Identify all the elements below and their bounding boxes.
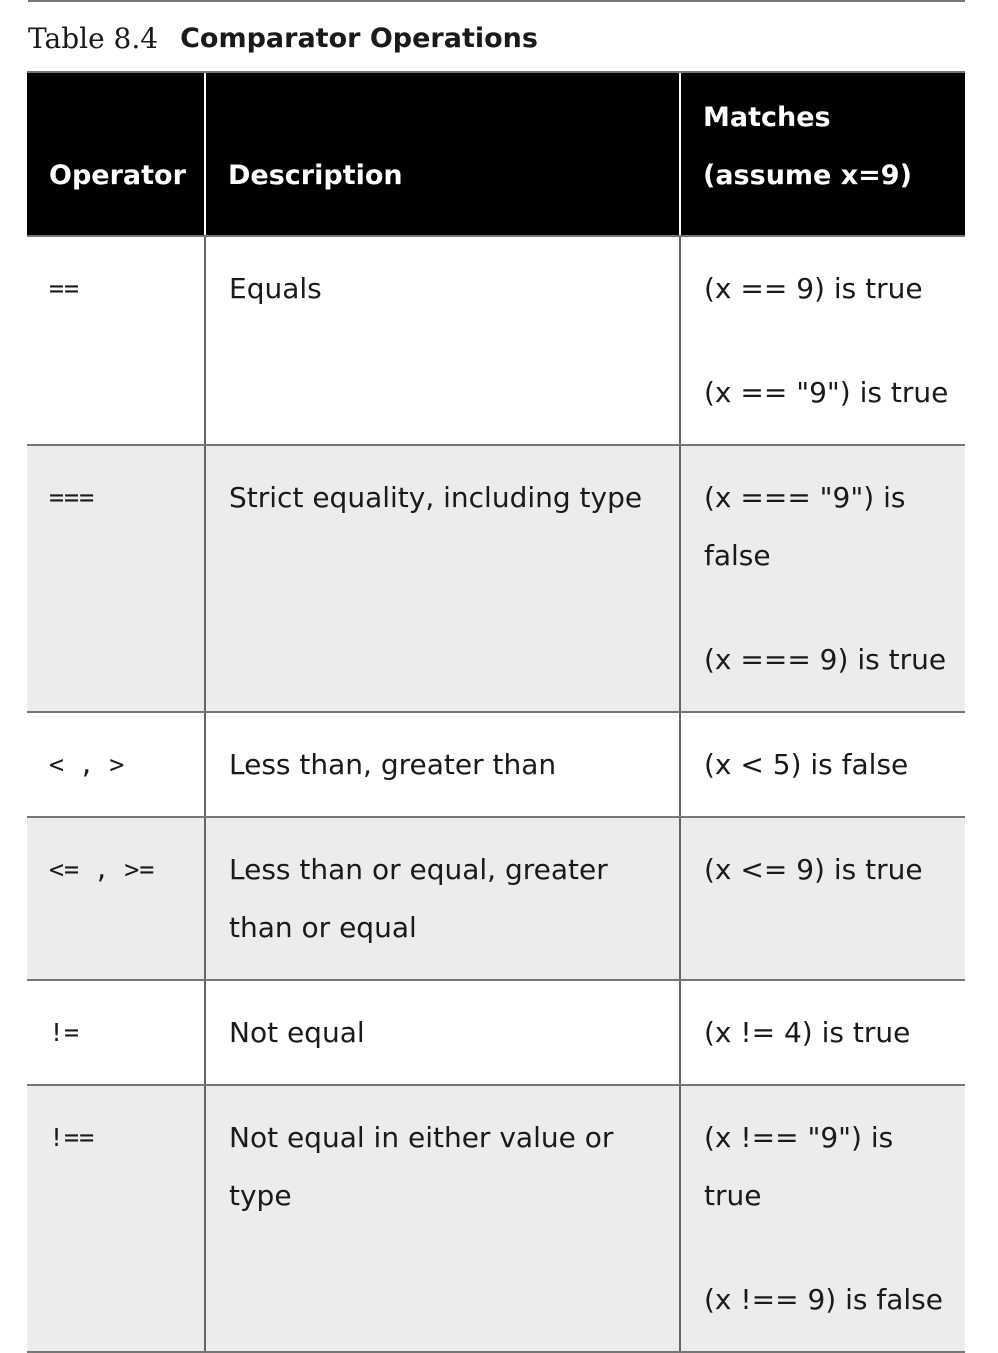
- match-example: (x === 9) is true: [704, 643, 947, 676]
- match-example: (x < 5) is false: [704, 748, 909, 781]
- table-row: [27, 712, 965, 817]
- table-title: Comparator Operations: [180, 22, 538, 54]
- operator-cell: ===: [27, 445, 205, 712]
- table-row: [27, 236, 965, 445]
- header-matches-line1: Matches: [703, 102, 831, 133]
- table-caption: [28, 16, 538, 60]
- description-cell: Strict equality, including type: [205, 445, 680, 712]
- table-row: [27, 980, 965, 1085]
- header-matches-line2: (assume x=9): [703, 160, 912, 191]
- match-example: (x !== 9) is false: [704, 1283, 943, 1316]
- matches-cell: [680, 980, 965, 1085]
- matches-cell: [680, 445, 965, 712]
- table-number: Table 8.4: [28, 21, 159, 55]
- operator-cell: !==: [27, 1085, 205, 1352]
- matches-cell: [680, 236, 965, 445]
- header-matches: [680, 72, 965, 236]
- matches-cell: [680, 712, 965, 817]
- matches-cell: [680, 1085, 965, 1352]
- matches-cell: [680, 817, 965, 980]
- match-example: (x !== "9") is true: [704, 1121, 894, 1212]
- top-rule: [28, 0, 965, 2]
- comparator-table: [27, 71, 965, 1353]
- match-example: (x === "9") is false: [704, 481, 906, 572]
- match-example: (x == "9") is true: [704, 376, 949, 409]
- match-example: (x <= 9) is true: [704, 853, 923, 886]
- header-description: Description: [205, 72, 680, 236]
- description-cell: Less than or equal, greater than or equal: [205, 817, 680, 980]
- operator-cell: < , >: [27, 712, 205, 817]
- description-cell: Not equal in either value or type: [205, 1085, 680, 1352]
- operator-cell: !=: [27, 980, 205, 1085]
- table-row: [27, 1085, 965, 1352]
- operator-cell: <= , >=: [27, 817, 205, 980]
- description-cell: Equals: [205, 236, 680, 445]
- header-operator: Operator: [27, 72, 205, 236]
- header-row: [27, 72, 965, 236]
- description-cell: Less than, greater than: [205, 712, 680, 817]
- match-example: (x == 9) is true: [704, 272, 923, 305]
- table-row: [27, 817, 965, 980]
- match-example: (x != 4) is true: [704, 1016, 911, 1049]
- description-cell: Not equal: [205, 980, 680, 1085]
- table-row: [27, 445, 965, 712]
- operator-cell: ==: [27, 236, 205, 445]
